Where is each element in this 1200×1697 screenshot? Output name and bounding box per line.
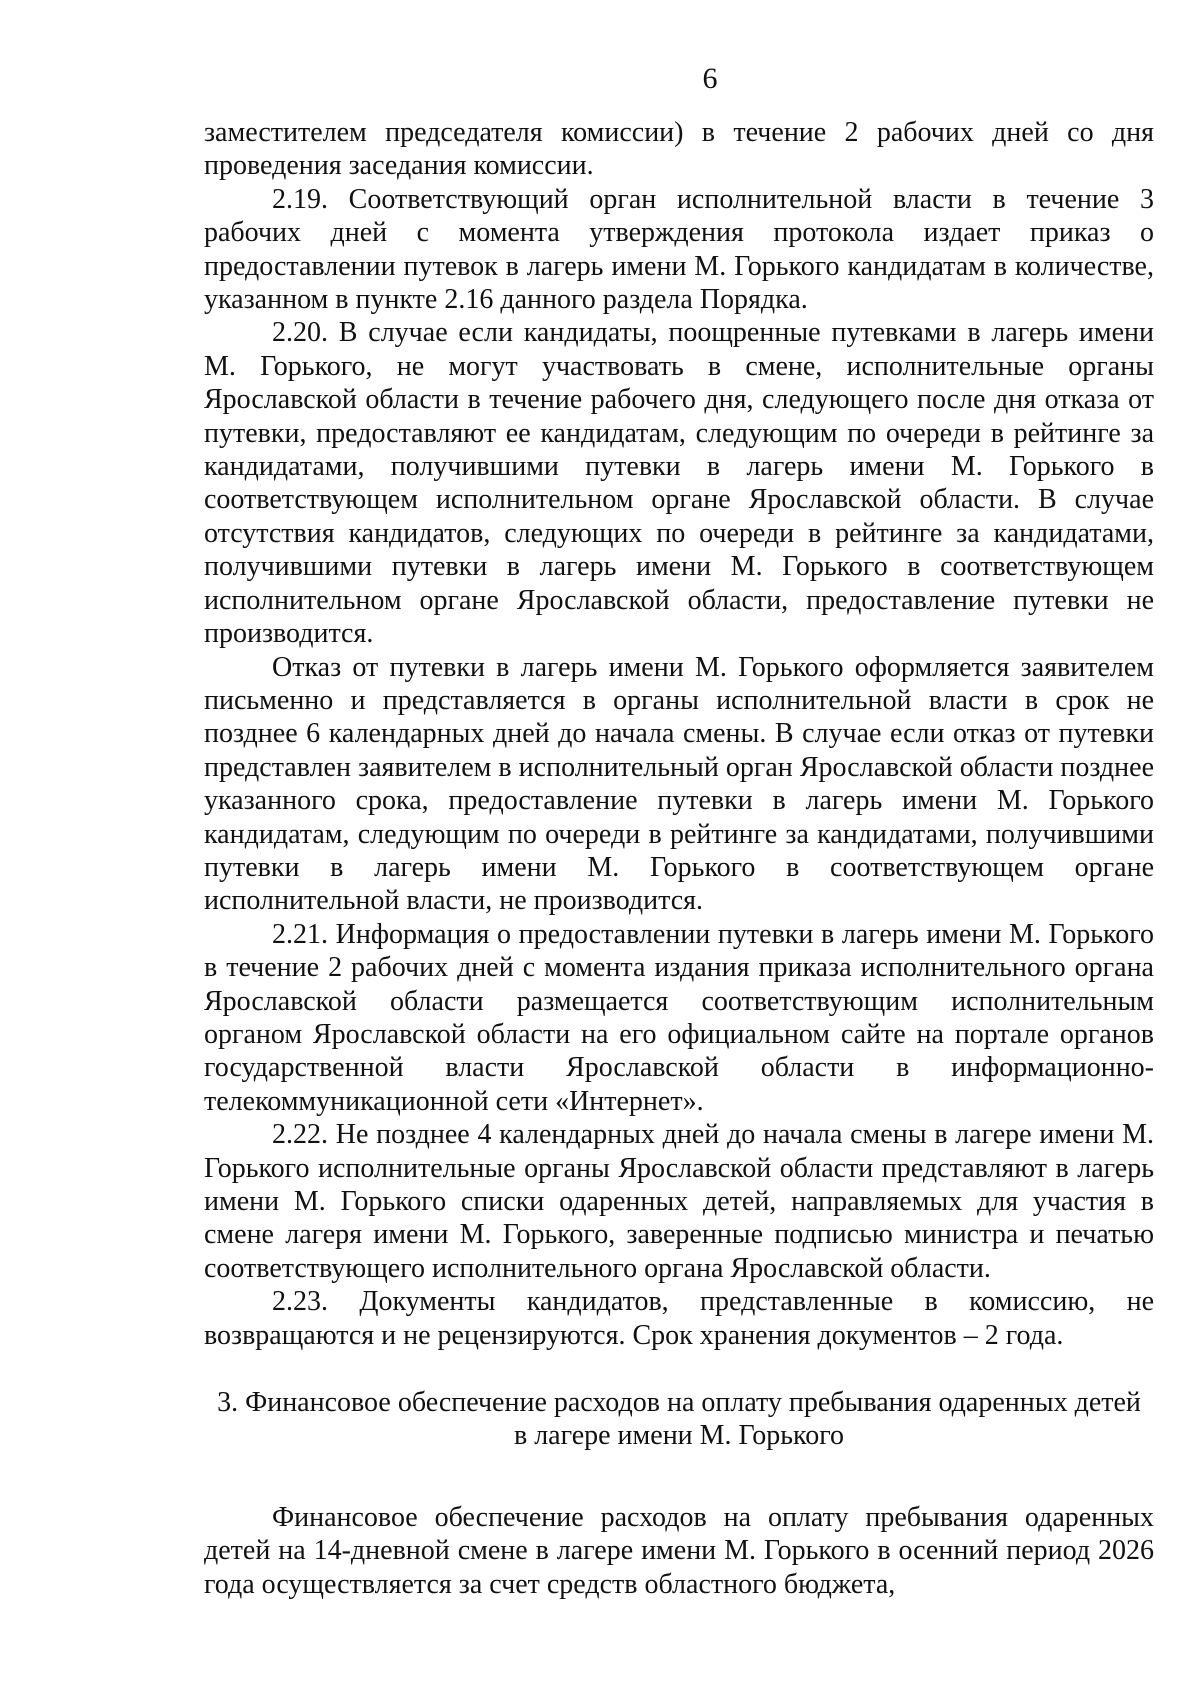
paragraph-2-20-refusal: Отказ от путевки в лагерь имени М. Горького оформляется заявителем письменно и представляется в органы исполнительной власти в срок не позднее 6 календарных дней до начала смены. В случае если отказ от путевки представлен заявителем в исполнительный орган Ярославской области позднее указанного срока, предоставление путевки в лагерь имени М. Горького кандидатам, следующим по очереди в рейтинге за кандидатами, получившими путевки в лагерь имени М. Горького в соответствующем органе исполнительной власти, не производится. (204, 651, 1154, 917)
paragraph-section-3: Финансовое обеспечение расходов на оплату пребывания одаренных детей на 14-дневной смене в лагере имени М. Горького в осенний период 2026 года осуществляется за счет средств областного бюджета, (204, 1501, 1154, 1600)
paragraph-continuation: заместителем председателя комиссии) в течение 2 рабочих дней со дня проведения заседания комиссии. (204, 117, 1154, 182)
paragraph-2-19: 2.19. Соответствующий орган исполнительной власти в течение 3 рабочих дней с момента утверждения протокола издает приказ о предоставлении путевок в лагерь имени М. Горького кандидатам в количестве, указанном в пункте 2.16 данного раздела Порядка. (204, 183, 1154, 316)
paragraph-2-23: 2.23. Документы кандидатов, представленные в комиссию, не возвращаются и не рецензируются. Срок хранения документов – 2 года. (204, 1286, 1154, 1351)
section-3-heading-line-2: в лагере имени М. Горького (513, 1420, 845, 1452)
page-number: 6 (702, 62, 718, 95)
paragraph-2-21: 2.21. Информация о предоставлении путевки в лагерь имени М. Горького в течение 2 рабочих дней с момента издания приказа исполнительного органа Ярославской области размещается соответствующим исполнительным органом Ярославской области на его официальном сайте на портале органов государственной власти Ярославской области в информационно-телекоммуникационной сети «Интернет». (204, 918, 1154, 1117)
document-body (204, 116, 1154, 1601)
section-3-heading (204, 1386, 1154, 1453)
paragraph-2-20: 2.20. В случае если кандидаты, поощренные путевками в лагерь имени М. Горького, не могут участвовать в смене, исполнительные органы Ярославской области в течение рабочего дня, следующего после дня отказа от путевки, предоставляют ее кандидатам, следующим по очереди в рейтинге за кандидатами, получившими путевки в лагерь имени М. Горького в соответствующем исполнительном органе Ярославской области. В случае отсутствия кандидатов, следующих по очереди в рейтинге за кандидатами, получившими путевки в лагерь имени М. Горького в соответствующем исполнительном органе Ярославской области, предоставление путевки не производится. (204, 317, 1154, 650)
section-3-heading-line-1: 3. Финансовое обеспечение расходов на оплату пребывания одаренных детей (217, 1387, 1141, 1419)
paragraph-2-22: 2.22. Не позднее 4 календарных дней до начала смены в лагере имени М. Горького исполнительные органы Ярославской области представляют в лагерь имени М. Горького списки одаренных детей, направляемых для участия в смене лагеря имени М. Горького, заверенные подписью министра и печатью соответствующего исполнительного органа Ярославской области. (204, 1119, 1154, 1284)
